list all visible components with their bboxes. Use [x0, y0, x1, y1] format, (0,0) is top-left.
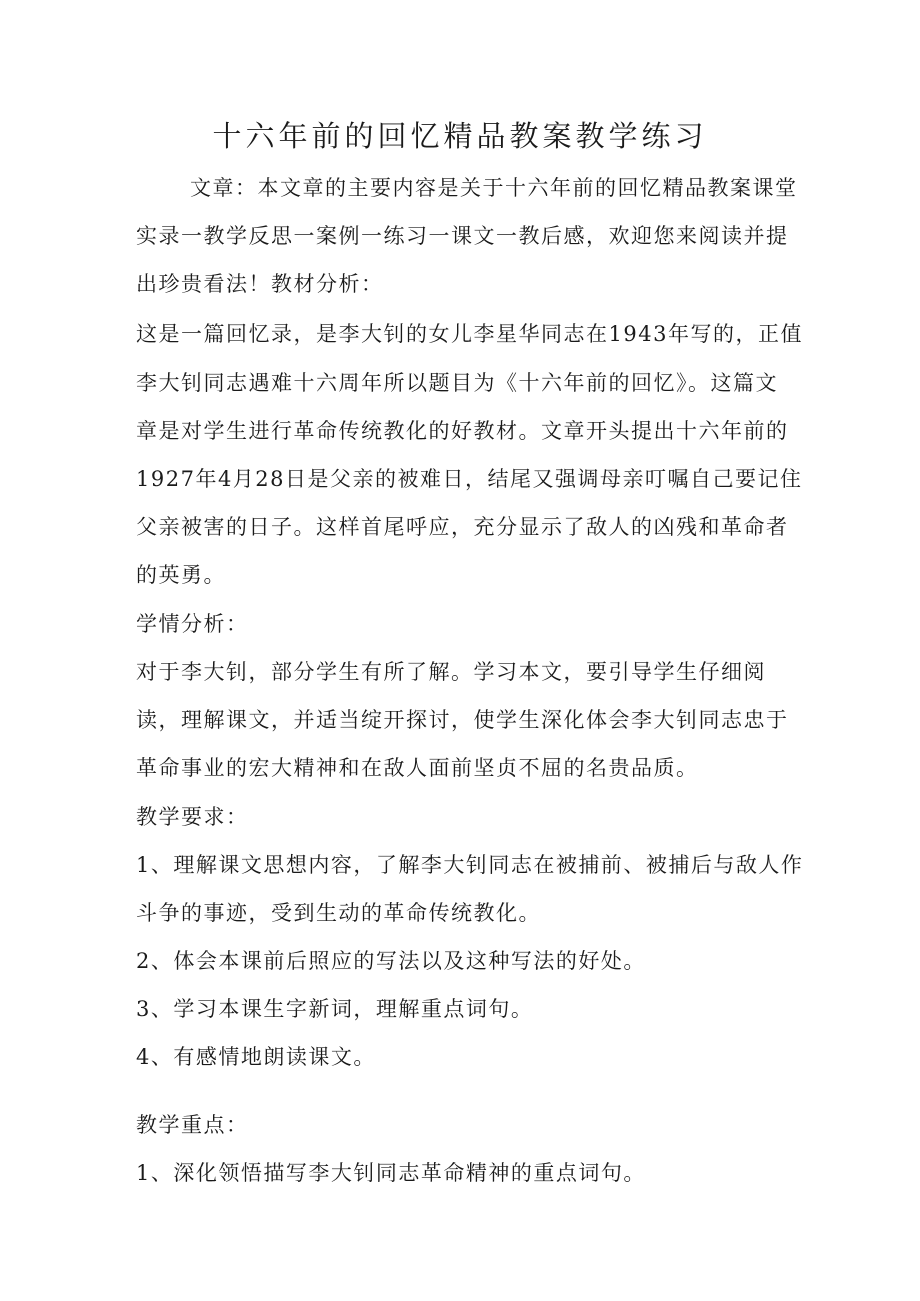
- requirements-heading: 教学要求：: [136, 805, 249, 829]
- focus-heading: 教学重点：: [136, 1113, 249, 1137]
- analysis-line: 父亲被害的日子。这样首尾呼应，充分显示了敌人的凶残和革命者: [136, 515, 789, 539]
- analysis-line: 1927年4月28日是父亲的被难日，结尾又强调母亲叮嘱自己要记住: [136, 467, 803, 491]
- requirement-item: 4、有感情地朗读课文。: [136, 1045, 376, 1069]
- focus-item: 1、深化领悟描写李大钊同志革命精神的重点词句。: [136, 1161, 646, 1185]
- requirement-item: 1、理解课文思想内容，了解李大钊同志在被捕前、被捕后与敌人作: [136, 853, 804, 877]
- analysis-line: 的英勇。: [136, 563, 226, 587]
- analysis-line: 这是一篇回忆录，是李大钊的女儿李星华同志在1943年写的，正值: [136, 322, 803, 346]
- requirement-item: 2、体会本课前后照应的写法以及这种写法的好处。: [136, 949, 646, 973]
- intro-line: 文章：本文章的主要内容是关于十六年前的回忆精品教案课堂: [190, 176, 798, 200]
- requirement-item: 斗争的事迹，受到生动的革命传统教化。: [136, 901, 541, 925]
- intro-line: 实录一教学反思一案例一练习一课文一教后感，欢迎您来阅读并提: [136, 224, 789, 248]
- learning-heading: 学情分析：: [136, 612, 249, 636]
- analysis-line: 章是对学生进行革命传统教化的好教材。文章开头提出十六年前的: [136, 419, 789, 443]
- learning-line: 对于李大钊，部分学生有所了解。学习本文，要引导学生仔细阅: [136, 660, 766, 684]
- learning-line: 革命事业的宏大精神和在敌人面前坚贞不屈的名贵品质。: [136, 756, 699, 780]
- intro-line: 出珍贵看法！教材分析：: [136, 272, 384, 296]
- document-title: 十六年前的回忆精品教案教学练习: [212, 119, 708, 153]
- analysis-line: 李大钊同志遇难十六周年所以题目为《十六年前的回忆》。这篇文: [136, 371, 778, 395]
- learning-line: 读，理解课文，并适当绽开探讨，使学生深化体会李大钊同志忠于: [136, 708, 789, 732]
- requirement-item: 3、学习本课生字新词，理解重点词句。: [136, 997, 534, 1021]
